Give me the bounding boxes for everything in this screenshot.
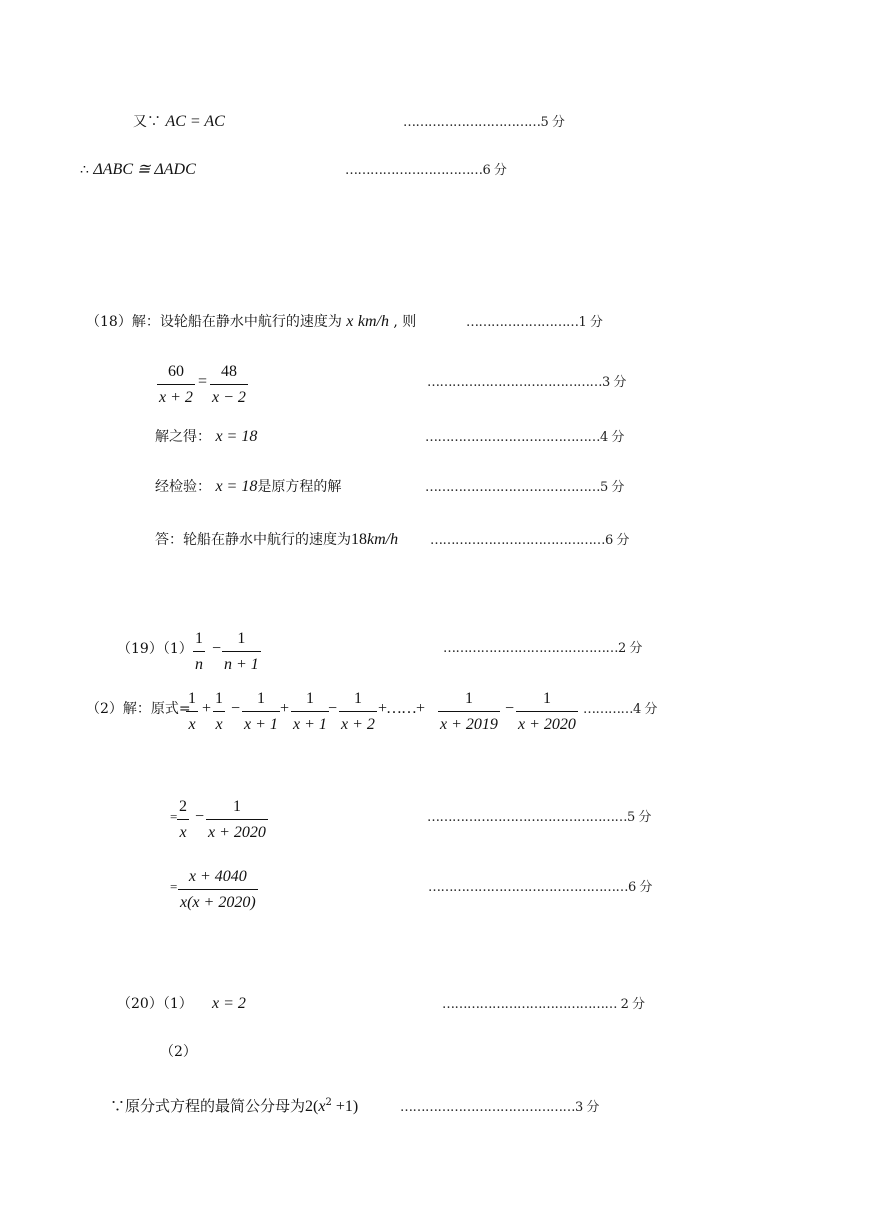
fraction-48 (210, 363, 248, 407)
numerator: 1 (186, 690, 198, 712)
numerator: 2 (177, 798, 189, 820)
var-x: x (346, 313, 354, 330)
lcd-part: +1) (331, 1098, 359, 1115)
s20-label: （20）（1） (117, 996, 193, 1012)
solve-line (155, 429, 257, 445)
solve-label: 解之得： (155, 429, 211, 445)
minus-sign: − (505, 700, 515, 717)
check-value: x = 18 (215, 478, 258, 495)
check-line (155, 479, 341, 495)
denominator: x (215, 716, 223, 733)
minus-sign: − (231, 700, 241, 717)
term-7 (516, 690, 578, 734)
numerator: 1 (339, 690, 377, 712)
lcd-line (110, 1098, 358, 1115)
lcd-var: x (318, 1098, 326, 1115)
answer-unit: km/h (367, 531, 399, 548)
also-label: 又∵ (133, 114, 161, 130)
answer-line (155, 532, 398, 548)
term-5 (339, 690, 377, 734)
score-leader: …………………………………………5 分 (427, 810, 651, 825)
numerator: 48 (210, 363, 248, 385)
numerator: 1 (438, 690, 500, 712)
term-6 (438, 690, 500, 734)
score-leader: …………4 分 (583, 702, 657, 717)
minus-sign: − (328, 700, 338, 717)
s20-part2-label: （2） (160, 1044, 197, 1060)
numerator: 1 (213, 690, 225, 712)
plus-sign: + (202, 700, 212, 717)
score-leader: …………………………………………6 分 (428, 880, 652, 895)
equals-sign: = (198, 373, 208, 390)
fraction-1-n1 (222, 630, 261, 674)
denominator: x + 2020 (208, 824, 266, 841)
score-leader: ……………………………………5 分 (425, 480, 624, 495)
fraction-1-n (193, 630, 205, 674)
denominator: x + 2020 (518, 716, 576, 733)
lcd-exponent: 2 (325, 1097, 332, 1108)
congruent-statement: ΔABC ≅ ΔADC (93, 161, 196, 178)
s17-congruent-line (80, 162, 196, 178)
plus-sign: + (280, 700, 290, 717)
s18-intro-line (86, 314, 416, 330)
ellipsis-plus: +……+ (378, 700, 425, 717)
score-leader: ………………………1 分 (466, 315, 603, 330)
numerator: 60 (157, 363, 195, 385)
result-frac-1 (177, 798, 189, 842)
denominator: n (195, 656, 203, 673)
denominator: x + 2019 (440, 716, 498, 733)
answer-prefix: 答：轮船在静水中航行的速度为 (155, 532, 351, 548)
because-text: ∵原分式方程的最简公分母为 (110, 1097, 306, 1115)
check-label: 经检验： (155, 479, 211, 495)
denominator: x (188, 716, 196, 733)
equals-sign: = (170, 879, 178, 894)
s18-intro: （18）解：设轮船在静水中航行的速度为 (86, 314, 342, 330)
term-4 (291, 690, 329, 734)
score-leader: ……………………………………3 分 (427, 375, 626, 390)
result-frac-3 (178, 868, 258, 912)
numerator: 1 (206, 798, 268, 820)
denominator: x + 1 (293, 716, 327, 733)
result-frac-2 (206, 798, 268, 842)
denominator: x + 1 (244, 716, 278, 733)
therefore-symbol: ∴ (80, 162, 89, 178)
term-3 (242, 690, 280, 734)
answer-value: 18 (351, 531, 367, 548)
lcd-part: 2( (305, 1098, 319, 1115)
numerator: 1 (222, 630, 261, 652)
denominator: x − 2 (212, 389, 246, 406)
s19-part2-label: （2）解：原式= (86, 701, 191, 717)
denominator: x + 2 (159, 389, 193, 406)
check-tail: 是原方程的解 (257, 479, 342, 495)
numerator: 1 (516, 690, 578, 712)
s19-label: （19）（1） (117, 641, 193, 657)
denominator: x + 2 (341, 716, 375, 733)
score-leader: ……………………………………6 分 (430, 533, 629, 548)
minus-sign: − (195, 808, 205, 825)
s17-also-line (133, 114, 225, 130)
score-leader: ……………………………………4 分 (425, 430, 624, 445)
equals-sign: = (170, 809, 178, 824)
term-1 (186, 690, 198, 734)
score-leader: ……………………………6 分 (345, 163, 507, 178)
numerator: 1 (193, 630, 205, 652)
numerator: 1 (242, 690, 280, 712)
denominator: x(x + 2020) (180, 894, 256, 911)
numerator: 1 (291, 690, 329, 712)
s20-value: x = 2 (212, 995, 246, 1012)
denominator: x (179, 824, 187, 841)
denominator: n + 1 (224, 656, 259, 673)
score-leader: ……………………………………3 分 (400, 1100, 599, 1115)
numerator: x + 4040 (178, 868, 258, 890)
solve-value: x = 18 (215, 428, 258, 445)
score-leader: …………………………………… 2 分 (442, 997, 645, 1012)
ac-equation: AC = AC (165, 113, 225, 130)
minus-sign: − (212, 640, 222, 657)
score-leader: ……………………………………2 分 (443, 641, 642, 656)
unit-kmh: km/h (357, 313, 389, 330)
term-2 (213, 690, 225, 734)
fraction-60 (157, 363, 195, 407)
score-leader: ……………………………5 分 (403, 115, 565, 130)
then-text: , 则 (393, 314, 417, 330)
